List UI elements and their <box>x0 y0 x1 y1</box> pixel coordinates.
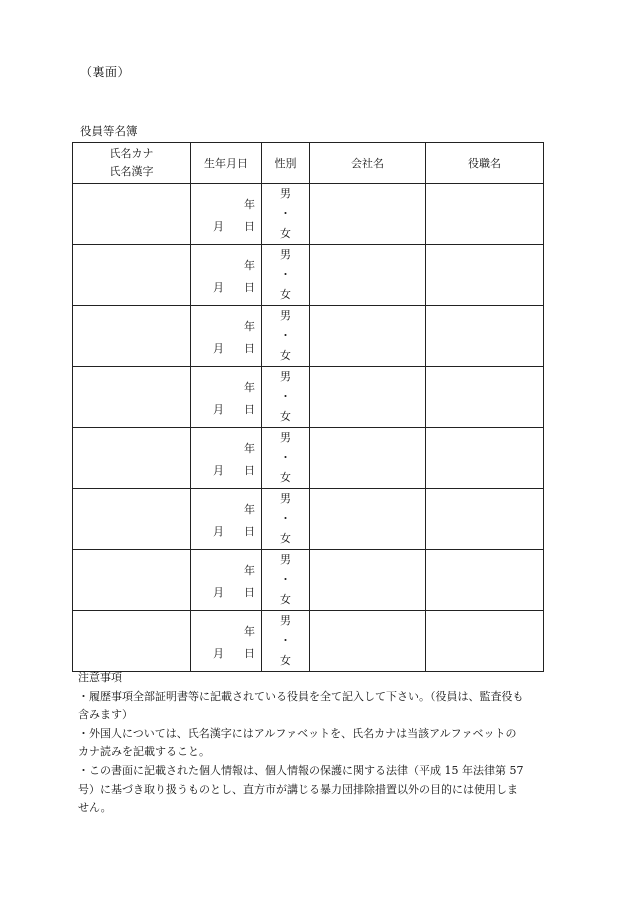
birthdate-field[interactable] <box>191 306 262 367</box>
month-label: 月 <box>213 647 224 660</box>
month-label: 月 <box>213 525 224 538</box>
female-option[interactable]: 女 <box>280 532 291 545</box>
sex-field[interactable] <box>262 367 310 428</box>
header-sex: 性別 <box>262 143 310 184</box>
female-option[interactable]: 女 <box>280 349 291 362</box>
female-option[interactable]: 女 <box>280 227 291 240</box>
male-option[interactable]: 男 <box>280 614 291 627</box>
day-label: 日 <box>244 403 255 416</box>
birthdate-field[interactable] <box>191 550 262 611</box>
year-label: 年 <box>244 320 255 333</box>
male-option[interactable]: 男 <box>280 553 291 566</box>
day-label: 日 <box>244 342 255 355</box>
year-label: 年 <box>244 503 255 516</box>
female-option[interactable]: 女 <box>280 288 291 301</box>
header-row <box>73 143 544 184</box>
roster-body <box>73 184 544 672</box>
name-field[interactable] <box>73 550 191 611</box>
company-field[interactable] <box>310 428 426 489</box>
roster-row <box>73 611 544 672</box>
month-label: 月 <box>213 342 224 355</box>
sex-field[interactable] <box>262 489 310 550</box>
female-option[interactable]: 女 <box>280 471 291 484</box>
name-field[interactable] <box>73 367 191 428</box>
position-field[interactable] <box>426 245 544 306</box>
month-label: 月 <box>213 464 224 477</box>
notes-section <box>78 669 556 818</box>
header-kana: 氏名カナ <box>109 147 154 160</box>
separator-dot: ・ <box>280 268 291 281</box>
month-label: 月 <box>213 220 224 233</box>
roster-row <box>73 428 544 489</box>
male-option[interactable]: 男 <box>280 370 291 383</box>
note-line: カナ読みを記載すること。 <box>78 745 210 759</box>
name-field[interactable] <box>73 306 191 367</box>
name-field[interactable] <box>73 428 191 489</box>
header-company: 会社名 <box>310 143 426 184</box>
company-field[interactable] <box>310 550 426 611</box>
name-field[interactable] <box>73 184 191 245</box>
birthdate-field[interactable] <box>191 489 262 550</box>
year-label: 年 <box>244 259 255 272</box>
birthdate-field[interactable] <box>191 428 262 489</box>
note-line: ・外国人については、氏名漢字にはアルファベットを、氏名カナは当該アルファベットの <box>78 726 517 740</box>
birthdate-field[interactable] <box>191 367 262 428</box>
roster-row <box>73 489 544 550</box>
name-field[interactable] <box>73 611 191 672</box>
female-option[interactable]: 女 <box>280 593 291 606</box>
female-option[interactable]: 女 <box>280 410 291 423</box>
sex-field[interactable] <box>262 550 310 611</box>
male-option[interactable]: 男 <box>280 309 291 322</box>
sex-field[interactable] <box>262 428 310 489</box>
day-label: 日 <box>244 281 255 294</box>
male-option[interactable]: 男 <box>280 492 291 505</box>
year-label: 年 <box>244 564 255 577</box>
roster-row <box>73 306 544 367</box>
name-field[interactable] <box>73 245 191 306</box>
day-label: 日 <box>244 464 255 477</box>
separator-dot: ・ <box>280 207 291 220</box>
month-label: 月 <box>213 281 224 294</box>
notes-heading: 注意事項 <box>78 671 122 684</box>
position-field[interactable] <box>426 306 544 367</box>
roster-row <box>73 367 544 428</box>
day-label: 日 <box>244 647 255 660</box>
company-field[interactable] <box>310 367 426 428</box>
position-field[interactable] <box>426 367 544 428</box>
separator-dot: ・ <box>280 451 291 464</box>
position-field[interactable] <box>426 611 544 672</box>
separator-dot: ・ <box>280 634 291 647</box>
header-position: 役職名 <box>426 143 544 184</box>
company-field[interactable] <box>310 489 426 550</box>
year-label: 年 <box>244 442 255 455</box>
roster-row <box>73 550 544 611</box>
company-field[interactable] <box>310 184 426 245</box>
separator-dot: ・ <box>280 329 291 342</box>
table-title: 役員等名簿 <box>80 124 138 138</box>
company-field[interactable] <box>310 306 426 367</box>
header-kanji: 氏名漢字 <box>109 165 154 178</box>
company-field[interactable] <box>310 245 426 306</box>
female-option[interactable]: 女 <box>280 654 291 667</box>
header-name <box>73 143 191 184</box>
birthdate-field[interactable] <box>191 611 262 672</box>
note-line: ・この書面に記載された個人情報は、個人情報の保護に関する法律（平成 15 年法律第 57 <box>78 763 524 777</box>
male-option[interactable]: 男 <box>280 187 291 200</box>
position-field[interactable] <box>426 184 544 245</box>
birthdate-field[interactable] <box>191 184 262 245</box>
note-line: せん。 <box>78 801 112 815</box>
sex-field[interactable] <box>262 611 310 672</box>
day-label: 日 <box>244 220 255 233</box>
note-line: ・履歴事項全部証明書等に記載されている役員を全て記入して下さい。（役員は、監査役も <box>78 689 524 703</box>
sex-field[interactable] <box>262 184 310 245</box>
separator-dot: ・ <box>280 512 291 525</box>
day-label: 日 <box>244 586 255 599</box>
year-label: 年 <box>244 625 255 638</box>
male-option[interactable]: 男 <box>280 431 291 444</box>
side-label: （裏面） <box>80 65 131 79</box>
year-label: 年 <box>244 198 255 211</box>
separator-dot: ・ <box>280 573 291 586</box>
position-field[interactable] <box>426 550 544 611</box>
sex-field[interactable] <box>262 245 310 306</box>
birthdate-field[interactable] <box>191 245 262 306</box>
month-label: 月 <box>213 403 224 416</box>
note-line: 号）に基づき取り扱うものとし、直方市が講じる暴力団排除措置以外の目的には使用しま <box>78 782 518 796</box>
year-label: 年 <box>244 381 255 394</box>
day-label: 日 <box>244 525 255 538</box>
name-field[interactable] <box>73 489 191 550</box>
company-field[interactable] <box>310 611 426 672</box>
separator-dot: ・ <box>280 390 291 403</box>
roster-row <box>73 184 544 245</box>
position-field[interactable] <box>426 489 544 550</box>
month-label: 月 <box>213 586 224 599</box>
officer-roster-table <box>72 142 544 672</box>
male-option[interactable]: 男 <box>280 248 291 261</box>
note-line: 含みます） <box>78 708 133 722</box>
sex-field[interactable] <box>262 306 310 367</box>
roster-row <box>73 245 544 306</box>
position-field[interactable] <box>426 428 544 489</box>
header-birthdate: 生年月日 <box>191 143 262 184</box>
